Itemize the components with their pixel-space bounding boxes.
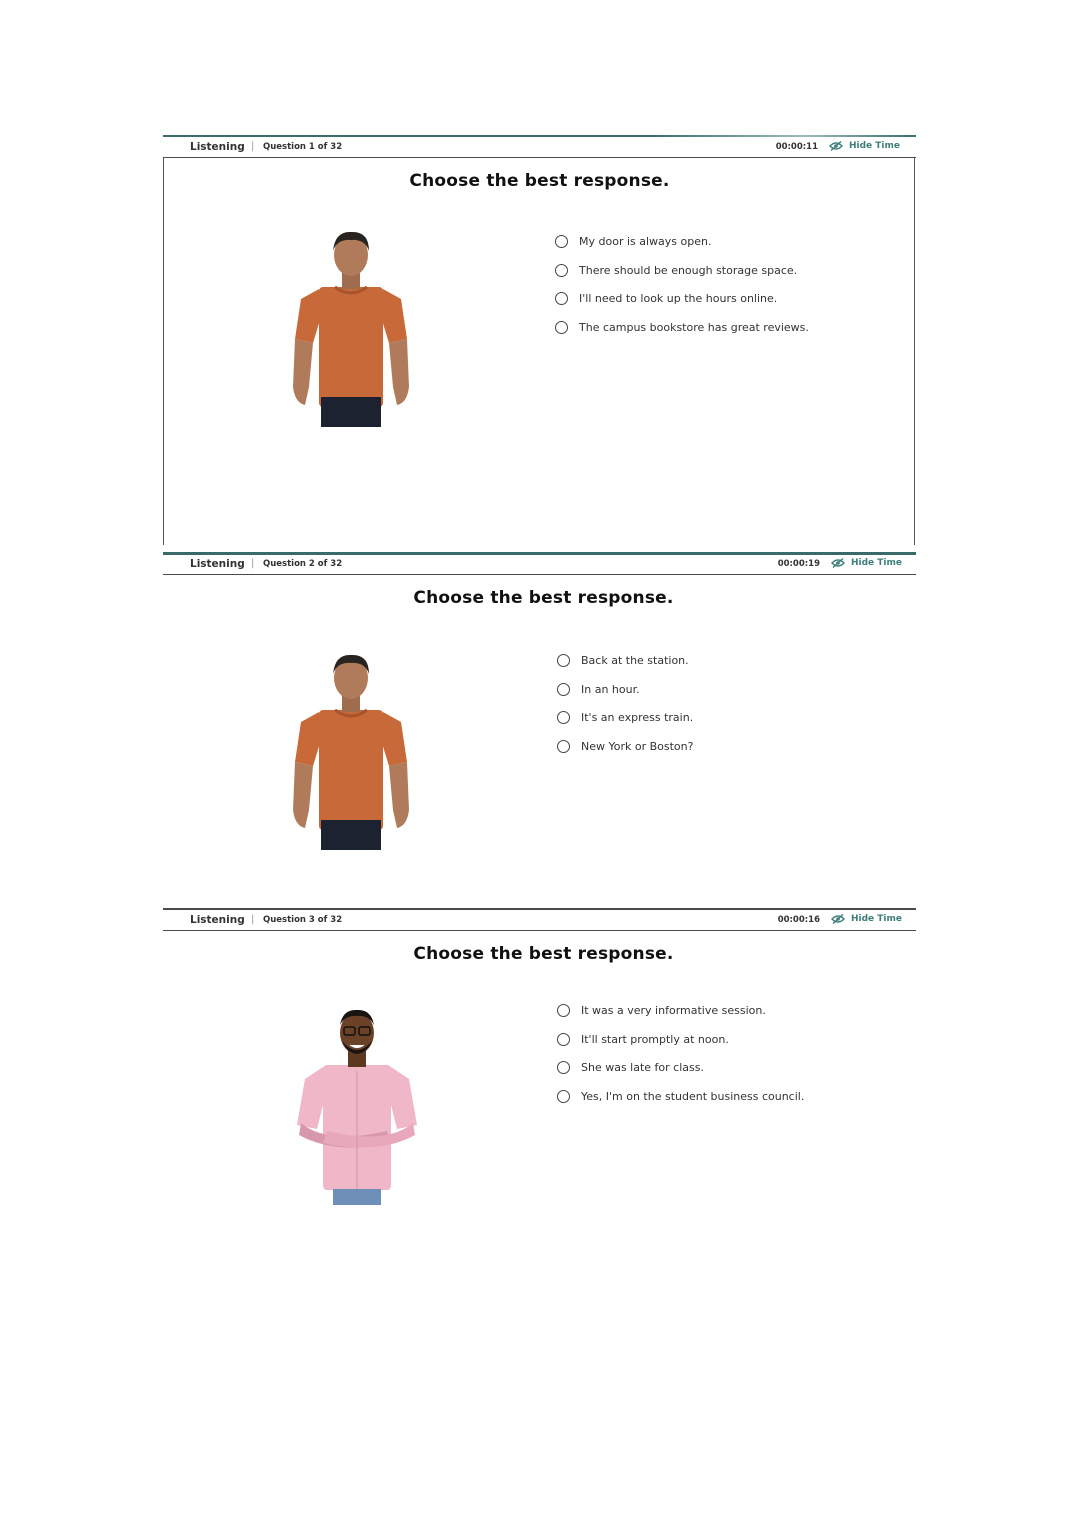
header-divider: |	[251, 141, 255, 152]
radio-button[interactable]	[555, 235, 568, 248]
speaker-illustration	[281, 227, 421, 427]
torso	[319, 287, 383, 407]
eye-slash-icon	[831, 914, 845, 924]
speaker-illustration	[281, 650, 421, 850]
hide-time-button[interactable]	[831, 558, 902, 568]
option-label: My door is always open.	[579, 234, 712, 248]
radio-button[interactable]	[557, 1004, 570, 1017]
option-label: Back at the station.	[581, 653, 689, 667]
speaker-illustration	[287, 1005, 427, 1205]
header-accent-line	[163, 908, 916, 910]
answer-options	[555, 227, 809, 342]
radio-button[interactable]	[555, 292, 568, 305]
eye-slash-icon	[831, 558, 845, 568]
timer: 00:00:19	[777, 559, 820, 569]
hide-time-label: Hide Time	[850, 914, 902, 924]
question-prompt: Choose the best response.	[413, 588, 674, 608]
timer: 00:00:16	[777, 915, 820, 925]
question-counter: Question 3 of 32	[263, 915, 343, 925]
answer-option[interactable]	[555, 256, 809, 285]
section-label: Listening	[190, 141, 245, 153]
answer-option[interactable]	[557, 1025, 804, 1054]
left-arm	[293, 762, 313, 828]
answer-options	[557, 646, 693, 761]
header-divider: |	[251, 558, 255, 569]
hide-time-label: Hide Time	[848, 141, 900, 151]
option-label: It'll start promptly at noon.	[581, 1032, 729, 1046]
left-sleeve	[295, 712, 321, 766]
radio-button[interactable]	[555, 321, 568, 334]
answer-option[interactable]	[555, 313, 809, 342]
answer-option[interactable]	[557, 1082, 804, 1111]
radio-button[interactable]	[557, 711, 570, 724]
answer-option[interactable]	[555, 227, 809, 256]
answer-option[interactable]	[557, 1053, 804, 1082]
option-label: Yes, I'm on the student business council.	[581, 1089, 805, 1103]
right-sleeve	[389, 1067, 417, 1129]
pants	[321, 397, 381, 427]
answer-option[interactable]	[557, 675, 693, 704]
answer-option[interactable]	[557, 996, 804, 1025]
option-label: There should be enough storage space.	[579, 263, 798, 277]
section-label: Listening	[190, 558, 245, 570]
question-header	[163, 135, 916, 158]
option-label: It's an express train.	[581, 711, 694, 725]
right-sleeve	[381, 712, 407, 766]
eye-slash-icon	[829, 141, 843, 151]
option-label: It was a very informative session.	[581, 1003, 766, 1017]
speaker-image	[287, 1005, 427, 1205]
answer-options	[557, 996, 804, 1111]
question-header	[163, 552, 916, 575]
radio-button[interactable]	[557, 683, 570, 696]
left-sleeve	[295, 289, 321, 343]
speaker-image	[281, 227, 421, 427]
option-label: I'll need to look up the hours online.	[579, 292, 778, 306]
right-sleeve	[381, 289, 407, 343]
jeans	[333, 1189, 381, 1205]
question-panel-3	[163, 908, 916, 1238]
answer-option[interactable]	[557, 703, 693, 732]
pants	[321, 820, 381, 850]
speaker-image	[281, 650, 421, 850]
radio-button[interactable]	[557, 1033, 570, 1046]
question-panel-2	[163, 552, 916, 882]
hide-time-button[interactable]	[829, 141, 900, 151]
radio-button[interactable]	[557, 740, 570, 753]
question-panel-1	[163, 135, 916, 547]
answer-option[interactable]	[557, 646, 693, 675]
radio-button[interactable]	[557, 1061, 570, 1074]
panel-frame	[163, 157, 915, 545]
radio-button[interactable]	[557, 654, 570, 667]
header-accent-line	[163, 135, 916, 137]
option-label: The campus bookstore has great reviews.	[579, 320, 809, 334]
header-accent-line	[163, 552, 916, 555]
question-counter: Question 2 of 32	[263, 559, 343, 569]
hide-time-button[interactable]	[831, 914, 902, 924]
option-label: She was late for class.	[581, 1061, 704, 1075]
hide-time-label: Hide Time	[850, 558, 902, 568]
left-arm	[293, 339, 313, 405]
header-divider: |	[251, 914, 255, 925]
torso	[319, 710, 383, 830]
question-header	[163, 908, 916, 931]
question-counter: Question 1 of 32	[263, 142, 343, 152]
question-prompt: Choose the best response.	[409, 171, 670, 191]
right-arm	[389, 339, 409, 405]
answer-option[interactable]	[555, 284, 809, 313]
radio-button[interactable]	[557, 1090, 570, 1103]
right-arm	[389, 762, 409, 828]
answer-option[interactable]	[557, 732, 693, 761]
timer: 00:00:11	[775, 142, 818, 152]
option-label: In an hour.	[581, 682, 640, 696]
left-sleeve	[297, 1067, 325, 1129]
question-prompt: Choose the best response.	[413, 944, 674, 964]
radio-button[interactable]	[555, 264, 568, 277]
section-label: Listening	[190, 914, 245, 926]
option-label: New York or Boston?	[581, 739, 694, 753]
